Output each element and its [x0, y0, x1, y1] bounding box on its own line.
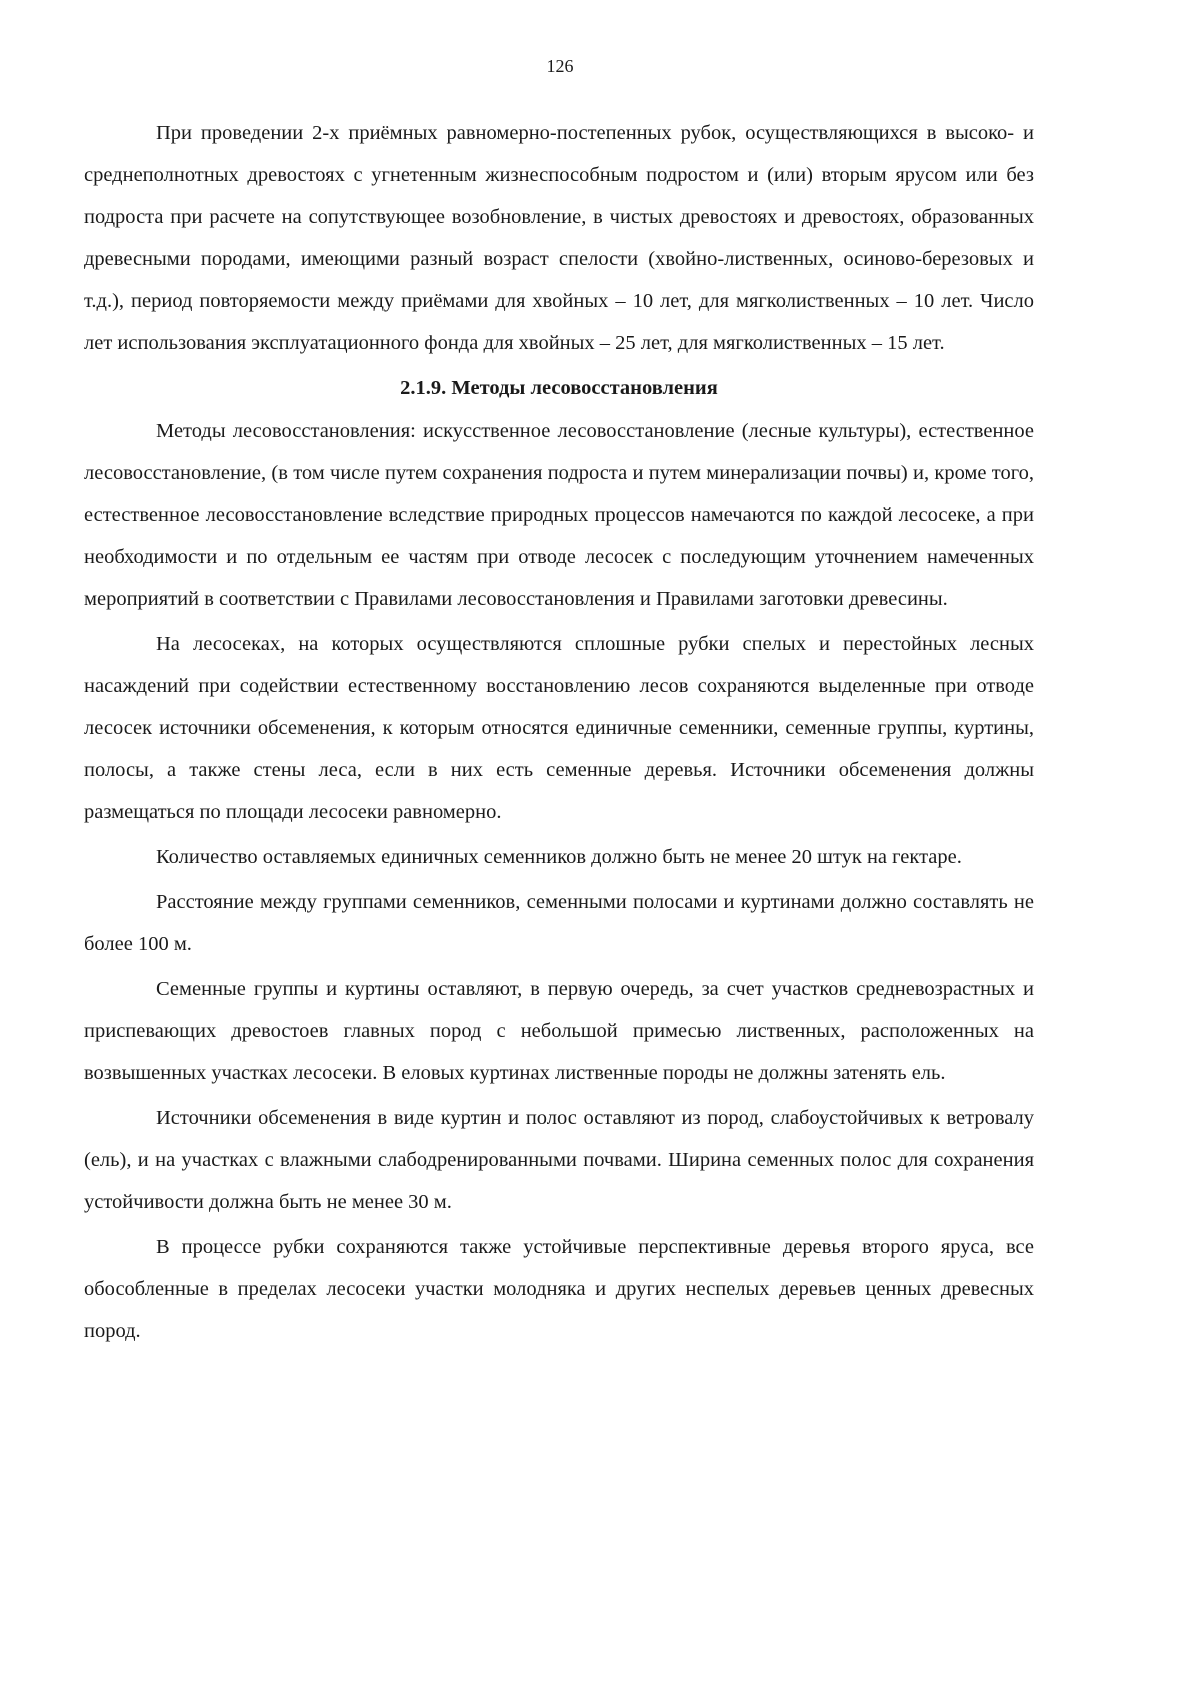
paragraph-cutting-periods: При проведении 2-х приёмных равномерно-постепенных рубок, осуществляющихся в высоко- и среднеполнотных древостоях с угнетенным жизнеспособным подростом и (или) вторым ярусом или без подроста при расчете на сопутствующее возобновление, в чистых древостоях и древостоях, образованных древесными породами, имеющими разный возраст спелости (хвойно-лиственных, осиново-березовых и т.д.), период повторяемости между приёмами для хвойных – 10 лет, для мягколиственных – 10 лет. Число лет использования эксплуатационного фонда для хвойных – 25 лет, для мягколиственных – 15 лет. — [84, 122, 1034, 354]
paragraph-seed-tree-count: Количество оставляемых единичных семенников должно быть не менее 20 штук на гектаре. — [156, 846, 962, 868]
section-heading-reforestation-methods: 2.1.9. Методы лесовосстановления — [400, 377, 718, 399]
paragraph-seed-strips: Источники обсеменения в виде куртин и полос оставляют из пород, слабоустойчивых к ветровалу (ель), и на участках с влажными слабодренированными почвами. Ширина семенных полос для сохранения устойчивости должна быть не менее 30 м. — [84, 1107, 1034, 1213]
paragraph-reforestation-methods: Методы лесовосстановления: искусственное лесовосстановление (лесные культуры), естественное лесовосстановление, (в том числе путем сохранения подроста и путем минерализации почвы) и, кроме того, естественное лесовосстановление вследствие природных процессов намечаются по каждой лесосеке, а при необходимости и по отдельным ее частям при отводе лесосек с последующим уточнением намеченных мероприятий в соответствии с Правилами лесовосстановления и Правилами заготовки древесины. — [84, 420, 1034, 610]
paragraph-seed-groups: Семенные группы и куртины оставляют, в первую очередь, за счет участков средневозрастных и приспевающих древостоев главных пород с небольшой примесью лиственных, расположенных на возвышенных участках лесосеки. В еловых куртинах лиственные породы не должны затенять ель. — [84, 978, 1034, 1084]
paragraph-seed-group-distance: Расстояние между группами семенников, семенными полосами и куртинами должно составлять не более 100 м. — [84, 891, 1034, 955]
paragraph-seed-sources: На лесосеках, на которых осуществляются сплошные рубки спелых и перестойных лесных насаждений при содействии естественному восстановлению лесов сохраняются выделенные при отводе лесосек источники обсеменения, к которым относятся единичные семенники, семенные группы, куртины, полосы, а также стены леса, если в них есть семенные деревья. Источники обсеменения должны размещаться по площади лесосеки равномерно. — [84, 633, 1034, 823]
page-number: 126 — [546, 56, 574, 76]
paragraph-preserved-trees: В процессе рубки сохраняются также устойчивые перспективные деревья второго яруса, все обособленные в пределах лесосеки участки молодняка и других неспелых деревьев ценных древесных пород. — [84, 1236, 1034, 1342]
document-body — [84, 112, 1034, 1352]
